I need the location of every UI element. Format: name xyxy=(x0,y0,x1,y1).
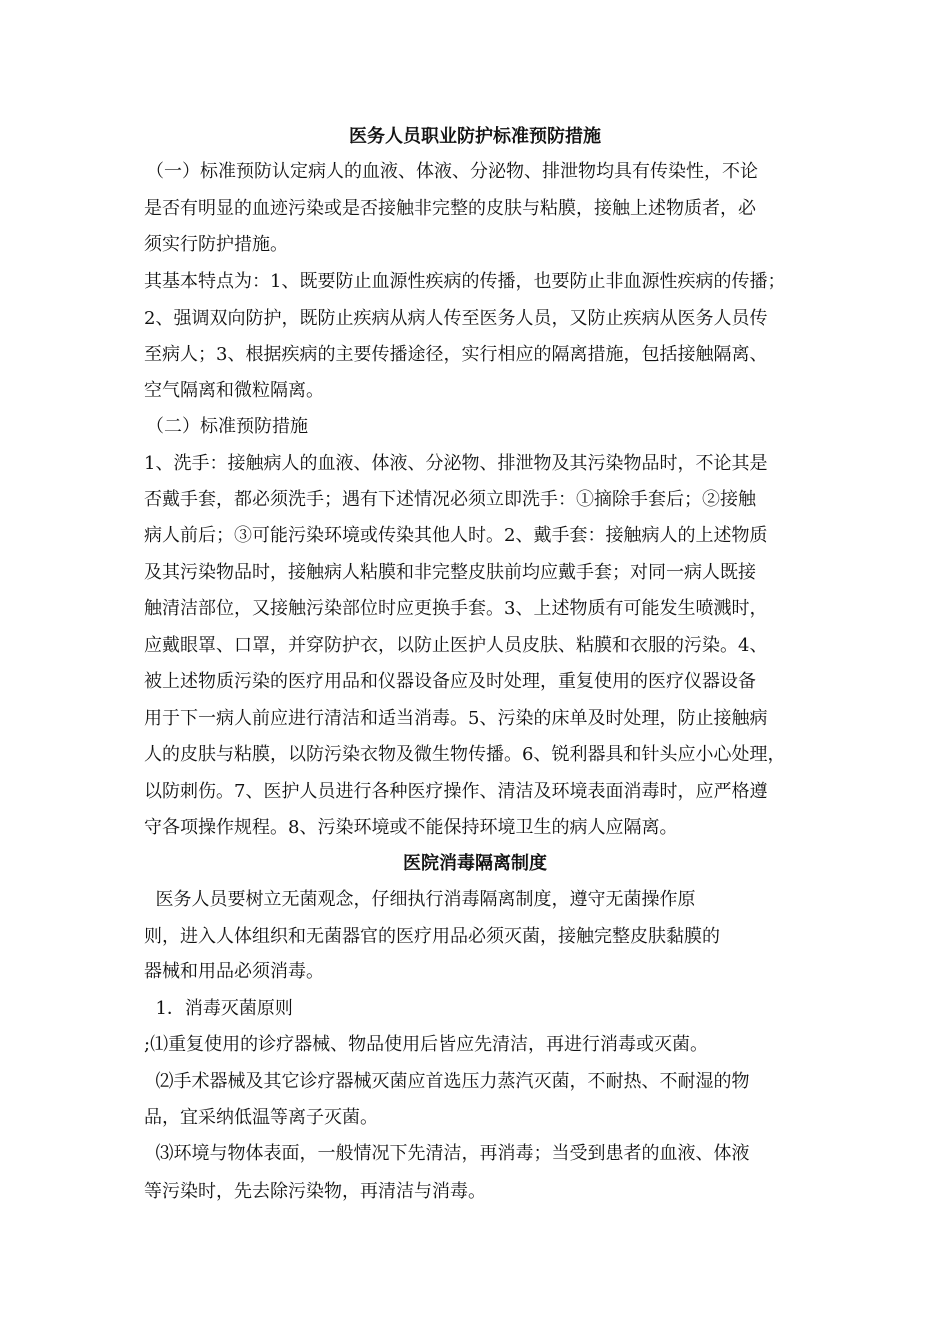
paragraph-line: 器械和用品必须消毒。 xyxy=(144,961,324,982)
paragraph-line: 医务人员要树立无菌观念，仔细执行消毒隔离制度，遵守无菌操作原 xyxy=(144,889,696,910)
paragraph-line: ⑵手术器械及其它诊疗器械灭菌应首选压力蒸汽灭菌，不耐热、不耐湿的物 xyxy=(144,1071,750,1092)
paragraph-line: 是否有明显的血迹污染或是否接触非完整的皮肤与粘膜，接触上述物质者，必 xyxy=(144,198,756,219)
paragraph-line: 空气隔离和微粒隔离。 xyxy=(144,380,324,401)
paragraph-line: （一）标准预防认定病人的血液、体液、分泌物、排泄物均具有传染性，不论 xyxy=(146,161,758,182)
paragraph-line: 须实行防护措施。 xyxy=(144,234,288,255)
paragraph-line: 至病人；3、根据疾病的主要传播途径，实行相应的隔离措施，包括接触隔离、 xyxy=(144,344,768,365)
paragraph-line: 则，进入人体组织和无菌器官的医疗用品必须灭菌，接触完整皮肤黏膜的 xyxy=(144,926,720,947)
paragraph-line: 1、洗手：接触病人的血液、体液、分泌物、排泄物及其污染物品时，不论其是 xyxy=(144,453,768,474)
paragraph-line: 及其污染物品时，接触病人粘膜和非完整皮肤前均应戴手套；对同一病人既接 xyxy=(144,562,756,583)
paragraph-line: 等污染时，先去除污染物，再清洁与消毒。 xyxy=(144,1181,486,1202)
paragraph-line: 被上述物质污染的医疗用品和仪器设备应及时处理，重复使用的医疗仪器设备 xyxy=(144,671,756,692)
paragraph-line: 用于下一病人前应进行清洁和适当消毒。5、污染的床单及时处理，防止接触病 xyxy=(144,708,768,729)
paragraph-line: 触清洁部位，又接触污染部位时应更换手套。3、上述物质有可能发生喷溅时， xyxy=(144,598,768,619)
paragraph-line: ⑶环境与物体表面，一般情况下先清洁，再消毒；当受到患者的血液、体液 xyxy=(144,1143,750,1164)
paragraph-line: 以防刺伤。7、医护人员进行各种医疗操作、清洁及环境表面消毒时，应严格遵 xyxy=(144,781,768,802)
paragraph-line: 否戴手套，都必须洗手；遇有下述情况必须立即洗手：①摘除手套后；②接触 xyxy=(144,489,756,510)
section-title-disinfection-isolation: 医院消毒隔离制度 xyxy=(403,853,547,874)
paragraph-line: 守各项操作规程。8、污染环境或不能保持环境卫生的病人应隔离。 xyxy=(144,817,678,838)
paragraph-line: 其基本特点为：1、既要防止血源性疾病的传播，也要防止非血源性疾病的传播； xyxy=(144,271,786,292)
paragraph-line: 应戴眼罩、口罩，并穿防护衣，以防止医护人员皮肤、粘膜和衣服的污染。4、 xyxy=(144,635,768,656)
subsection-heading: （二）标准预防措施 xyxy=(146,416,308,437)
paragraph-line: 病人前后；③可能污染环境或传染其他人时。2、戴手套：接触病人的上述物质 xyxy=(144,525,768,546)
paragraph-line: ;⑴重复使用的诊疗器械、物品使用后皆应先清洁，再进行消毒或灭菌。 xyxy=(144,1034,709,1055)
section-title-occupational-protection: 医务人员职业防护标准预防措施 xyxy=(349,126,601,147)
paragraph-line: 2、强调双向防护，既防止疾病从病人传至医务人员，又防止疾病从医务人员传 xyxy=(144,308,768,329)
paragraph-line: 人的皮肤与粘膜，以防污染衣物及微生物传播。6、锐利器具和针头应小心处理， xyxy=(144,744,786,765)
paragraph-line: 品，宜采纳低温等离子灭菌。 xyxy=(144,1107,378,1128)
subsection-heading: 1．消毒灭菌原则 xyxy=(144,998,293,1019)
